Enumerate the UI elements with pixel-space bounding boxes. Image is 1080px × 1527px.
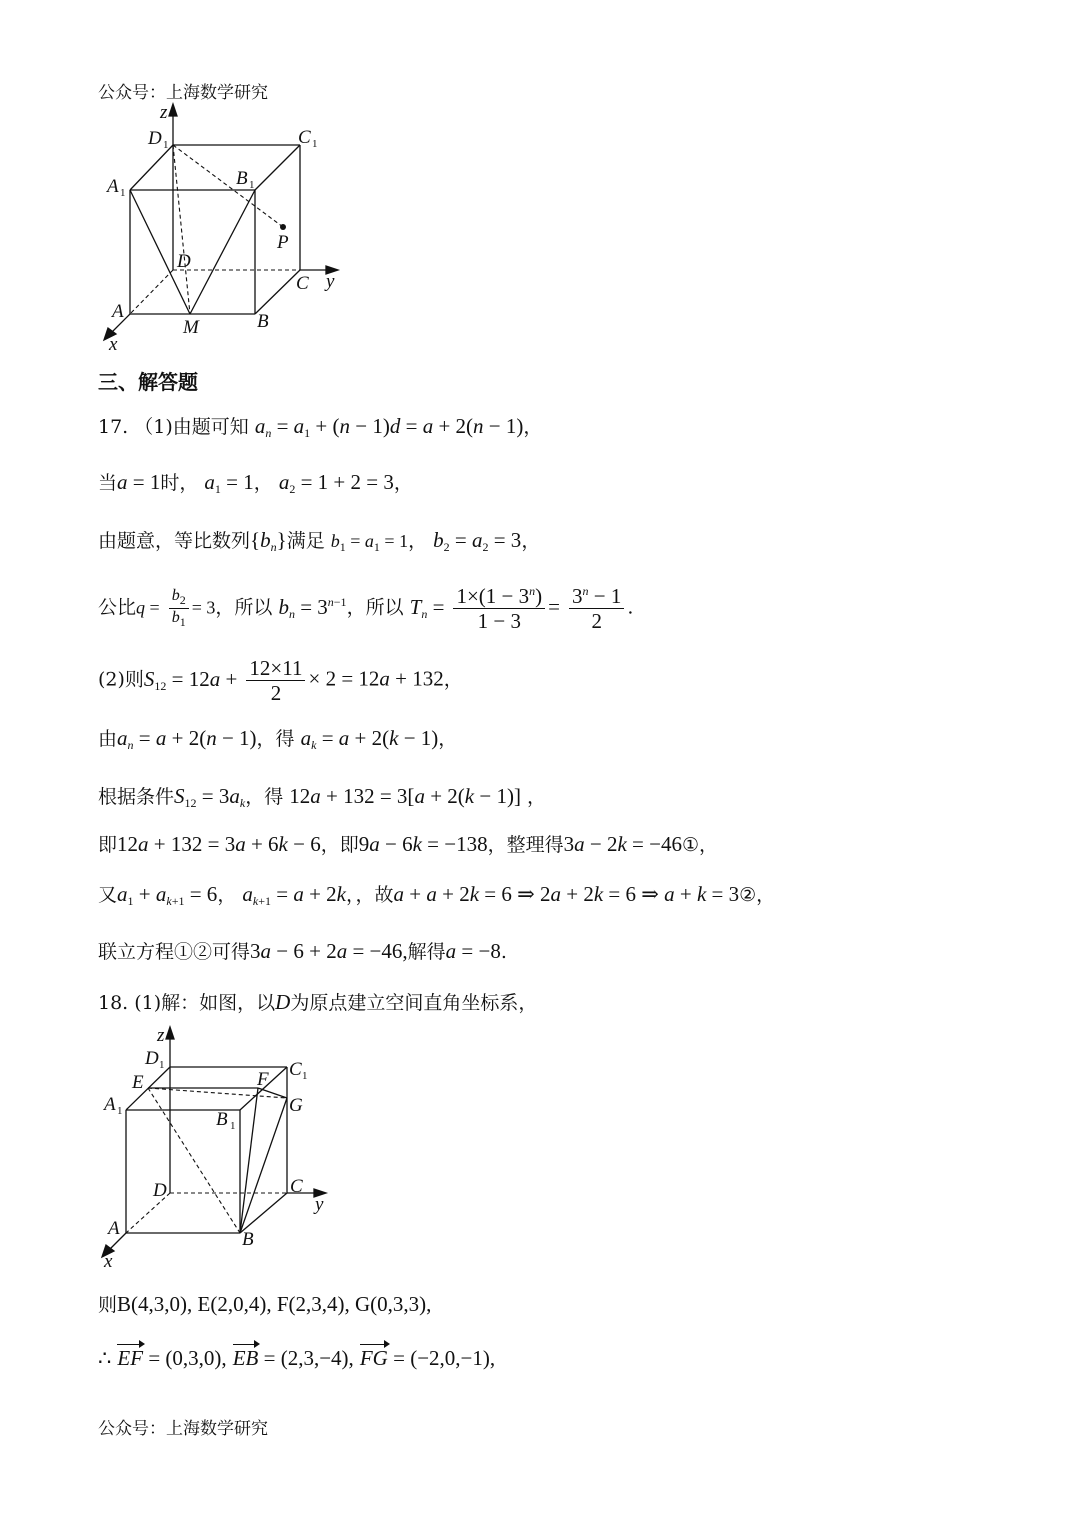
- svg-text:x: x: [104, 1251, 113, 1270]
- p18-coords-line: 则B(4,3,0), E(2,0,4), F(2,3,4), G(0,3,3),: [98, 1292, 432, 1316]
- svg-text:E: E: [132, 1072, 144, 1093]
- svg-text:C: C: [290, 1176, 303, 1197]
- svg-text:D: D: [145, 1048, 159, 1069]
- svg-text:z: z: [160, 102, 168, 123]
- point-p-dot: [280, 224, 286, 230]
- svg-text:C: C: [298, 127, 311, 148]
- p17-line-3: 由题意，等比数列$\{b_n\}$满足 $b_1 = a_1 = 1$， $b_2 = a_2 = 3$，: [98, 528, 541, 554]
- section-title: 三、解答题: [98, 370, 198, 394]
- svg-text:D: D: [148, 128, 162, 149]
- svg-text:A: A: [108, 1218, 120, 1239]
- svg-text:P: P: [277, 232, 289, 253]
- p17-line-6: 由$a_n = a + 2(n - 1)$，得 $a_k = a + 2(k - 1)$，: [98, 726, 458, 752]
- svg-text:B: B: [236, 168, 248, 189]
- svg-text:F: F: [257, 1069, 269, 1090]
- svg-text:1: 1: [117, 1105, 123, 1117]
- svg-text:D: D: [177, 251, 191, 272]
- p17-line-8: 即12a + 132 = 3a + 6k − 6，即9a − 6k = −138，整理得3a − 2k = −46①，: [98, 832, 719, 856]
- svg-text:B: B: [216, 1109, 228, 1130]
- figure-2-cube: [95, 1020, 355, 1270]
- svg-text:B: B: [242, 1229, 254, 1250]
- p17-line-1: 17. （1)由题可知 $a_n = a_1 + (n - 1)d = a + 2(n - 1)$，: [98, 414, 543, 440]
- svg-text:A: A: [104, 1094, 116, 1115]
- p17-line-5: (2)则$S_{12} = 12a$ + $\frac{12\times 11}{2}$ × 2 = 12a + 132，: [98, 656, 463, 706]
- p17-line-7: 根据条件$S_{12} = 3a_k$，得 12a + 132 = 3[a + 2(k − 1)] ，: [98, 784, 546, 810]
- footer-watermark: 公众号：上海数学研究: [98, 1419, 268, 1439]
- header-watermark: 公众号：上海数学研究: [98, 83, 268, 103]
- svg-text:1: 1: [159, 1059, 165, 1071]
- svg-text:1: 1: [120, 187, 126, 199]
- svg-text:C: C: [289, 1059, 302, 1080]
- svg-text:B: B: [257, 311, 269, 332]
- p18-line-1: 18. (1)解：如图，以D为原点建立空间直角坐标系，: [98, 990, 538, 1014]
- svg-text:1: 1: [163, 139, 169, 151]
- p17-line-4: 公比q = $\frac{b_2}{b_1}$ = 3，所以 $b_n = 3^{n-1}$，所以 $T_n$ = $\frac{1\times(1 - 3^n)}{1 - 3}$ = $\frac{3^n - 1}{2}$ .: [98, 584, 634, 634]
- svg-text:A: A: [112, 301, 124, 322]
- svg-text:1: 1: [302, 1070, 308, 1082]
- p18-vectors-line: ∴ EF = (0,3,0), EB = (2,3,−4), FG = (−2,0,−1),: [98, 1346, 496, 1370]
- svg-text:y: y: [315, 1194, 324, 1215]
- svg-text:1: 1: [312, 138, 318, 150]
- svg-text:x: x: [109, 334, 118, 350]
- figure-1-cube: [95, 100, 355, 350]
- svg-text:z: z: [157, 1025, 165, 1046]
- p17-line-2: 当a = 1时， $a_1 = 1$， $a_2 = 1 + 2 = 3$，: [98, 470, 413, 496]
- p17-line-9: 又$a_1 + a_{k+1} = 6$， $a_{k+1} = a + 2k$，，故a + a + 2k = 6 ⇒ 2a + 2k = 6 ⇒ a + k = 3②，: [98, 882, 776, 908]
- svg-text:1: 1: [249, 179, 255, 191]
- svg-text:C: C: [296, 273, 309, 294]
- svg-text:M: M: [183, 317, 199, 338]
- p17-line-10: 联立方程①②可得3a − 6 + 2a = −46,解得a = −8.: [98, 939, 507, 963]
- svg-text:A: A: [107, 176, 119, 197]
- svg-text:D: D: [153, 1180, 167, 1201]
- svg-text:G: G: [289, 1095, 303, 1116]
- svg-text:1: 1: [230, 1120, 236, 1132]
- svg-text:y: y: [326, 271, 335, 292]
